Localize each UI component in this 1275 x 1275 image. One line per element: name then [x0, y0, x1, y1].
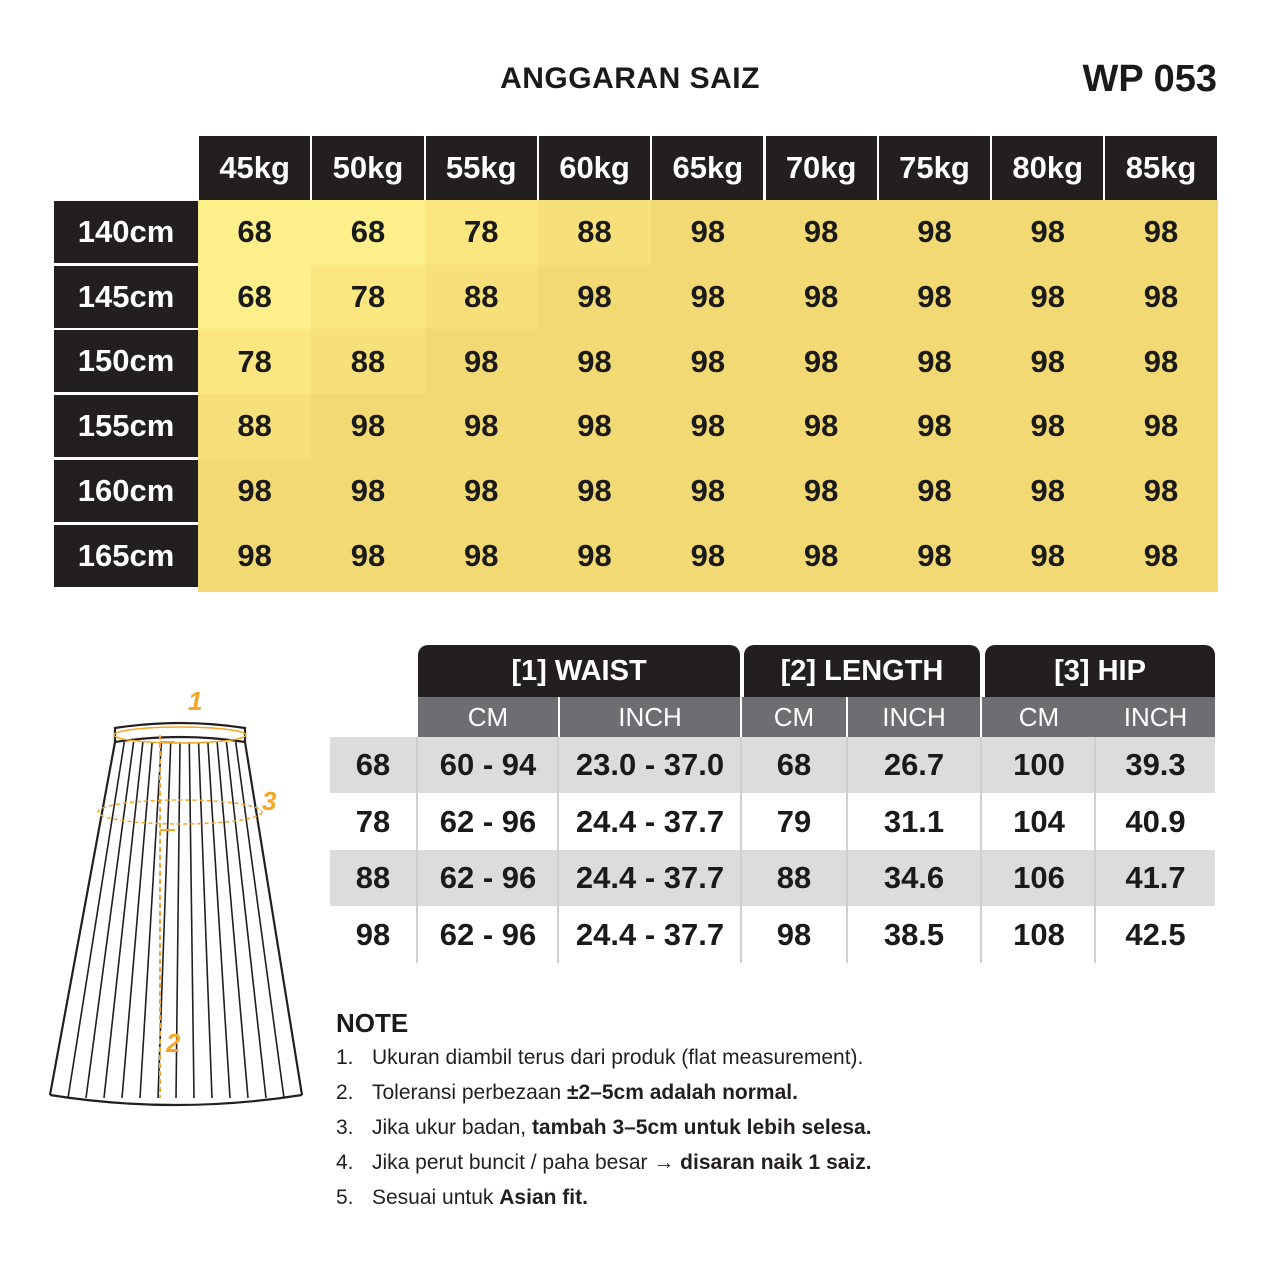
size-cell: 98 — [991, 200, 1104, 265]
column-divider — [980, 737, 982, 963]
size-cell: 98 — [651, 394, 764, 459]
table-cell: 68 — [355, 747, 391, 782]
product-code: WP 053 — [1082, 58, 1217, 100]
size-cell: 98 — [651, 200, 764, 265]
table-cell: 78 — [355, 803, 391, 839]
column-divider — [846, 737, 848, 963]
table-cell: 62 - 96 — [439, 803, 537, 839]
weight-header-50kg: 50kg — [312, 136, 423, 200]
column-divider — [740, 737, 742, 963]
size-cell: 98 — [991, 329, 1104, 394]
size-cell: 98 — [765, 329, 878, 394]
size-cell: 98 — [1104, 329, 1217, 394]
note-number: 4. — [336, 1151, 354, 1174]
weight-header-70kg: 70kg — [766, 136, 877, 200]
size-cell: 88 — [198, 394, 311, 459]
size-cell: 68 — [311, 200, 424, 265]
size-cell: 98 — [878, 329, 991, 394]
table-cell: 60 - 94 — [439, 747, 537, 782]
weight-header-85kg: 85kg — [1105, 136, 1216, 200]
weight-header-row — [198, 136, 1218, 200]
notes-title: NOTE — [336, 1008, 409, 1038]
table-cell: 34.6 — [883, 860, 945, 895]
table-cell: 108 — [1013, 916, 1065, 952]
table-cell: 106 — [1013, 860, 1065, 895]
size-cell: 98 — [1104, 200, 1217, 265]
table-cell: 98 — [355, 916, 391, 952]
height-label-150cm: 150cm — [54, 330, 198, 392]
size-cell: 98 — [878, 459, 991, 524]
size-cell: 98 — [311, 524, 424, 589]
size-cell: 68 — [198, 200, 311, 265]
height-label-155cm: 155cm — [54, 395, 198, 457]
size-cell: 98 — [538, 394, 651, 459]
note-item — [336, 1046, 863, 1070]
pleat-line — [140, 742, 161, 1098]
weight-header-75kg: 75kg — [879, 136, 990, 200]
hip-marker-label: 3 — [262, 786, 277, 816]
size-cell: 78 — [425, 200, 538, 265]
note-emphasis: Asian fit. — [499, 1186, 588, 1209]
table-cell: 23.0 - 37.0 — [575, 747, 725, 782]
size-cell: 98 — [425, 459, 538, 524]
pleat-line — [68, 742, 124, 1098]
size-cell: 98 — [651, 329, 764, 394]
size-cell: 98 — [991, 265, 1104, 330]
size-cell: 98 — [311, 394, 424, 459]
note-item — [336, 1186, 588, 1210]
table-cell: 88 — [355, 860, 391, 895]
note-number: 1. — [336, 1046, 354, 1069]
table-cell: 88 — [776, 860, 812, 895]
size-cell: 98 — [991, 459, 1104, 524]
table-cell: 79 — [776, 803, 812, 839]
note-item — [336, 1116, 872, 1140]
size-cell: 98 — [538, 459, 651, 524]
size-cell: 98 — [878, 524, 991, 589]
table-cell: 41.7 — [1125, 860, 1186, 895]
unit-header-0: CM — [418, 697, 558, 737]
note-text: Sesuai untuk — [372, 1186, 500, 1209]
unit-header-4: CM — [982, 697, 1096, 737]
size-cell: 98 — [651, 265, 764, 330]
size-cell: 98 — [765, 394, 878, 459]
size-cell: 98 — [198, 524, 311, 589]
size-cell: 98 — [991, 394, 1104, 459]
page-title: ANGGARAN SAIZ — [500, 62, 760, 95]
size-cell: 98 — [198, 459, 311, 524]
table-cell: 42.5 — [1125, 916, 1186, 952]
size-cell: 98 — [878, 394, 991, 459]
height-label-165cm: 165cm — [54, 525, 198, 587]
table-cell: 26.7 — [883, 747, 945, 782]
table-cell: 24.4 - 37.7 — [575, 916, 725, 952]
note-number: 3. — [336, 1116, 354, 1139]
waist-marker-label: 1 — [188, 686, 203, 716]
table-cell: 31.1 — [883, 803, 945, 839]
table-cell: 39.3 — [1125, 747, 1186, 782]
size-cell: 98 — [538, 265, 651, 330]
group-header-0: [1] WAIST — [418, 645, 740, 697]
size-cell: 98 — [538, 524, 651, 589]
height-label-140cm: 140cm — [54, 201, 198, 263]
weight-header-65kg: 65kg — [652, 136, 763, 200]
table-cell: 68 — [776, 747, 812, 782]
size-cell: 98 — [878, 265, 991, 330]
table-cell: 98 — [776, 916, 812, 952]
unit-header-5: INCH — [1096, 697, 1215, 737]
size-grid — [198, 200, 1218, 592]
height-label-160cm: 160cm — [54, 460, 198, 522]
size-cell: 78 — [311, 265, 424, 330]
size-cell: 98 — [651, 459, 764, 524]
table-cell: 100 — [1013, 747, 1065, 782]
weight-header-55kg: 55kg — [426, 136, 537, 200]
table-cell: 24.4 - 37.7 — [575, 803, 725, 839]
table-row — [330, 737, 1215, 793]
note-text: Ukuran diambil terus dari produk (flat measurement). — [372, 1046, 864, 1069]
table-row — [330, 907, 1215, 963]
note-number: 2. — [336, 1081, 354, 1104]
size-cell: 98 — [765, 459, 878, 524]
group-header-2: [3] HIP — [985, 645, 1215, 697]
unit-header-1: INCH — [560, 697, 740, 737]
table-row — [330, 850, 1215, 906]
weight-header-80kg: 80kg — [992, 136, 1103, 200]
skirt-diagram — [40, 680, 320, 1110]
length-marker-label: 2 — [166, 1028, 181, 1058]
column-divider — [1094, 737, 1096, 963]
size-cell: 88 — [425, 265, 538, 330]
note-emphasis: tambah 3–5cm untuk lebih selesa. — [531, 1116, 872, 1139]
pleat-line — [199, 742, 212, 1098]
unit-header-3: INCH — [848, 697, 980, 737]
note-text: Jika ukur badan, — [372, 1116, 532, 1139]
size-cell: 98 — [765, 524, 878, 589]
pleat-line — [208, 742, 230, 1098]
size-cell: 98 — [425, 524, 538, 589]
size-cell: 98 — [1104, 524, 1217, 589]
table-cell: 24.4 - 37.7 — [575, 860, 725, 895]
weight-header-60kg: 60kg — [539, 136, 650, 200]
note-item — [336, 1151, 872, 1175]
size-cell: 98 — [991, 524, 1104, 589]
group-header-1: [2] LENGTH — [744, 645, 980, 697]
note-text: Jika perut buncit / paha besar → — [372, 1151, 681, 1174]
table-row — [330, 794, 1215, 850]
unit-header-2: CM — [742, 697, 846, 737]
table-cell: 104 — [1013, 803, 1065, 839]
size-cell: 98 — [538, 329, 651, 394]
size-cell: 88 — [311, 329, 424, 394]
pleat-line — [189, 742, 194, 1098]
size-cell: 98 — [425, 329, 538, 394]
column-divider — [416, 737, 418, 963]
table-cell: 62 - 96 — [439, 860, 537, 895]
size-cell: 98 — [651, 524, 764, 589]
note-text: Toleransi perbezaan — [372, 1081, 567, 1104]
note-emphasis: ±2–5cm adalah normal. — [566, 1081, 798, 1104]
height-label-145cm: 145cm — [54, 266, 198, 328]
column-divider — [557, 737, 559, 963]
weight-header-45kg: 45kg — [199, 136, 310, 200]
size-cell: 88 — [538, 200, 651, 265]
size-cell: 98 — [765, 265, 878, 330]
table-cell: 40.9 — [1125, 803, 1186, 839]
size-cell: 98 — [765, 200, 878, 265]
size-cell: 78 — [198, 329, 311, 394]
size-cell: 98 — [1104, 459, 1217, 524]
size-cell: 98 — [1104, 265, 1217, 330]
table-cell: 38.5 — [883, 916, 945, 952]
size-cell: 98 — [425, 394, 538, 459]
note-number: 5. — [336, 1186, 354, 1209]
table-cell: 62 - 96 — [439, 916, 537, 952]
size-cell: 68 — [198, 265, 311, 330]
size-cell: 98 — [1104, 394, 1217, 459]
size-cell: 98 — [311, 459, 424, 524]
note-item — [336, 1081, 798, 1105]
size-cell: 98 — [878, 200, 991, 265]
note-emphasis: disaran naik 1 saiz. — [680, 1151, 872, 1174]
